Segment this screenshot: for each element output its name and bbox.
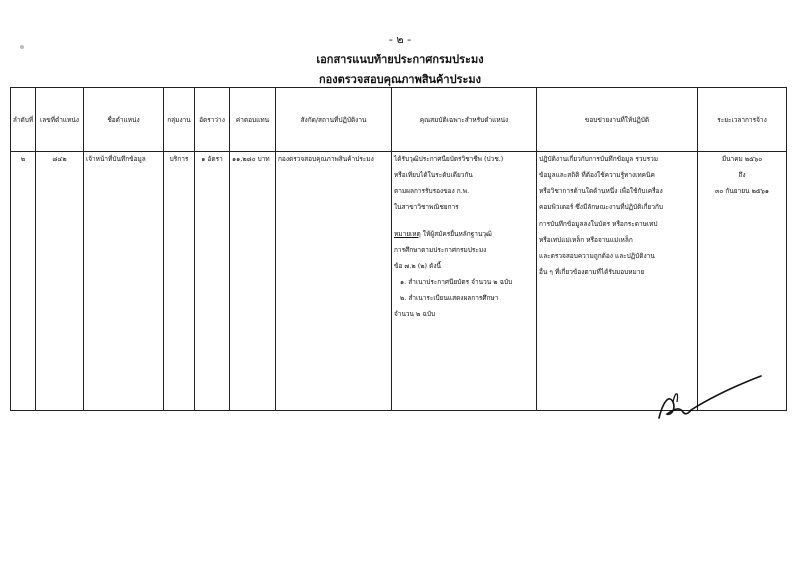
document-subtitle-text: กองตรวจสอบคุณภาพสินค้าประมง	[318, 73, 482, 86]
cell-group: บริการ	[164, 152, 195, 411]
period-to: ถึง	[738, 171, 746, 180]
cell-no: ๒	[11, 152, 36, 411]
duty-line: ปฏิบัติงานเกี่ยวกับการบันทึกข้อมูล รวบรวม	[539, 155, 659, 163]
header-no: ลำดับที่	[11, 88, 36, 152]
header-position-no: เลขที่ตำแหน่ง	[36, 88, 84, 152]
header-unit: สังกัด/สถานที่ปฏิบัติงาน	[276, 88, 392, 152]
header-group: กลุ่มงาน	[164, 88, 195, 152]
duty-line: อื่น ๆ ที่เกี่ยวข้องตามที่ได้รับมอบหมาย	[539, 267, 645, 276]
header-period: ระยะเวลาการจ้าง	[698, 88, 787, 152]
handwritten-signature	[655, 372, 765, 422]
period-end: ๓๐ กันยายน ๒๕๖๑	[714, 187, 770, 196]
duty-line: คอมพิวเตอร์ ซึ่งมีลักษณะงานที่ปฏิบัติเกี่ยวกับ	[539, 203, 664, 212]
document-title: เอกสารแนบท้ายประกาศกรมประมง	[316, 53, 484, 66]
qualification-line: ข้อ ๗.๒ (๒) ดังนี้	[394, 261, 441, 270]
duty-line: หรือเทปแม่เหล็ก หรือจานแม่เหล็ก	[539, 235, 633, 244]
table-header-row	[11, 88, 787, 152]
qualification-line: การศึกษาตามประกาศกรมประมง	[394, 245, 487, 254]
qualification-line: จำนวน ๒ ฉบับ	[394, 310, 436, 319]
qualification-note: หมายเหตุ ให้ผู้สมัครยื่นหลักฐานวุฒิ	[394, 229, 492, 238]
qualification-line: หรือเทียบได้ในระดับเดียวกัน	[394, 171, 473, 180]
duty-line: หรือวิชาการด้านใดด้านหนึ่ง เพื่อใช้กับเครื่อง	[539, 187, 663, 196]
positions-table	[10, 87, 787, 411]
header-pay: ค่าตอบแทน	[230, 88, 276, 152]
note-label: หมายเหตุ	[394, 229, 421, 238]
document-subtitle	[0, 70, 800, 88]
qualification-line: ได้รับวุฒิประกาศนียบัตรวิชาชีพ (ปวช.)	[394, 155, 504, 163]
cell-position-no: ๘๔๒	[36, 152, 84, 411]
qualification-line: ในสาขาวิชาพณิชยการ	[394, 203, 459, 212]
period-start: มีนาคม ๒๕๖๐	[721, 155, 763, 163]
duty-line: ข้อมูลและสถิติ ที่ต้องใช้ความรู้ทางเทคนิค	[539, 171, 655, 180]
header-qualifications: คุณสมบัติเฉพาะสำหรับตำแหน่ง	[392, 88, 537, 152]
cell-vacancy: ๑ อัตรา	[195, 152, 230, 411]
cell-position-name: เจ้าหน้าที่บันทึกข้อมูล	[84, 152, 164, 411]
cell-pay: ๑๑,๒๘๐ บาท	[230, 152, 276, 411]
duty-line: การบันทึกข้อมูลลงในบัตร หรือกระดาษเทป	[539, 219, 658, 228]
qualification-item: ๒. สำเนาระเบียนแสดงผลการศึกษา	[400, 294, 499, 302]
page-number: - ๒ -	[388, 33, 412, 46]
cell-qualifications	[392, 152, 537, 411]
header-position-name: ชื่อตำแหน่ง	[84, 88, 164, 152]
header-duties: ขอบข่ายงานที่ให้ปฏิบัติ	[537, 88, 698, 152]
qualification-line: ตามผลการรับรองของ ก.พ.	[394, 187, 470, 196]
cell-unit: กองตรวจสอบคุณภาพสินค้าประมง	[276, 152, 392, 411]
duty-line: และตรวจสอบความถูกต้อง และปฏิบัติงาน	[539, 251, 655, 260]
header-vacancy: อัตราว่าง	[195, 88, 230, 152]
qualification-item: ๑. สำเนาประกาศนียบัตร จำนวน ๒ ฉบับ	[400, 277, 513, 286]
